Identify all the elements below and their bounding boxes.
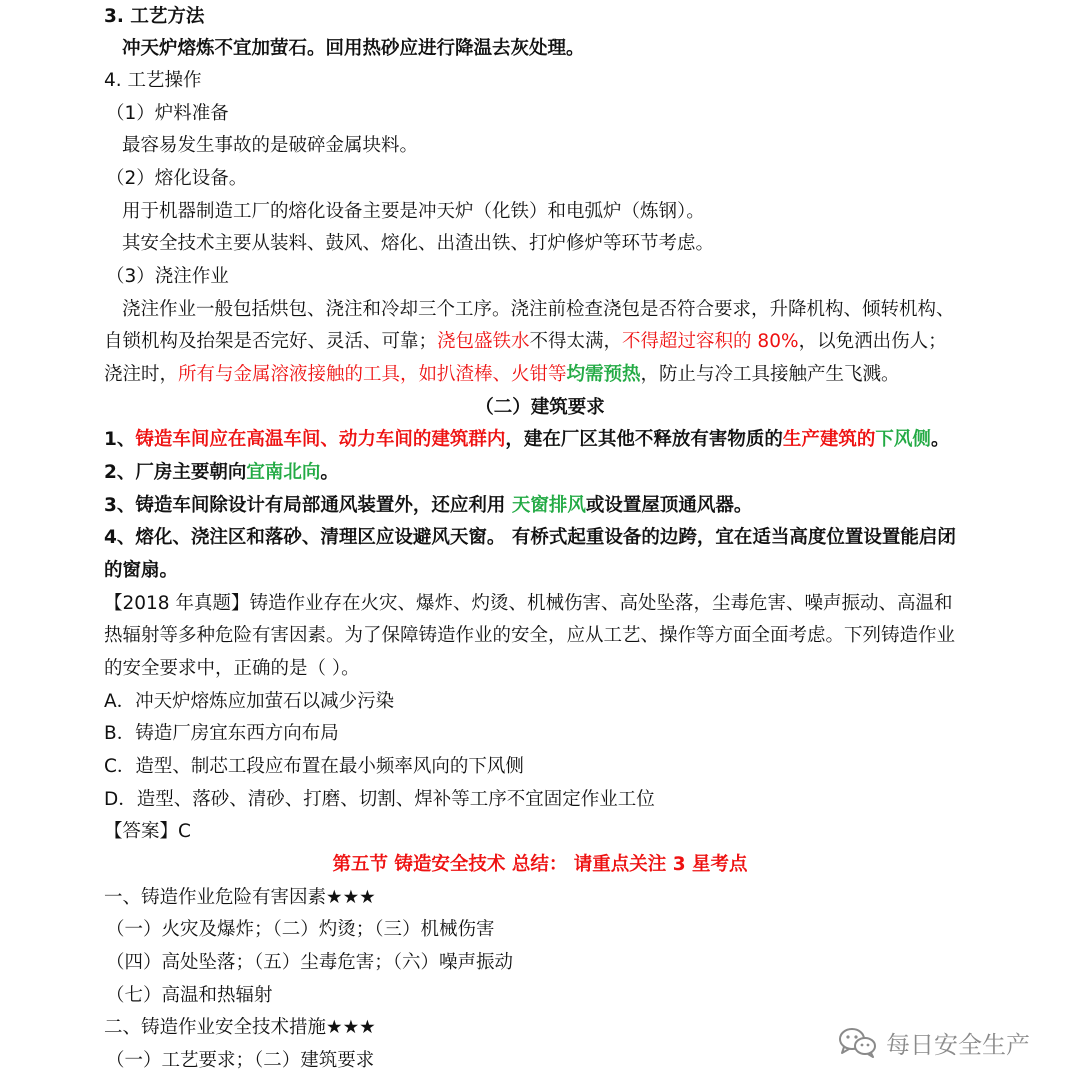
section-title-building-requirements [0,392,1080,424]
exam-question [104,588,1080,620]
text-segment: 浇注时， [104,364,179,385]
text-segment: D．造型、落砂、清砂、打磨、切割、焊补等工序不宜固定作业工位 [104,789,655,810]
summary-subitem [106,914,1080,946]
summary-subitem [106,947,1080,979]
text-segment: 生产建筑的 [782,429,876,450]
text-segment: 的安全要求中，正确的是（ ）。 [104,658,360,679]
text-segment: 4、熔化、浇注区和落砂、清理区应设避风天窗。 有桥式起重设备的边跨，宜在适当高度位置设置能启闭 [104,527,956,548]
subheading-melting-equipment [106,163,1080,195]
text-segment: （1）炉料准备 [106,103,229,124]
text-segment: 【2018 年真题】铸造作业存在火灾、爆炸、灼烫、机械伤害、高处坠落，尘毒危害、噪声振动、高温和 [104,593,953,614]
text-segment: 3、铸造车间除设计有局部通风装置外，还应利用 [104,495,512,516]
text-segment: （二）建筑要求 [475,397,605,418]
text-segment: 热辐射等多种危险有害因素。为了保障铸造作业的安全，应从工艺、操作等方面全面考虑。下列铸造作业 [104,625,956,646]
text-segment: 不得超过容积的 80% [622,331,799,352]
paragraph [122,294,1080,326]
text-segment: 所有与金属溶液接触的工具，如扒渣棒、火钳等 [178,364,567,385]
text-segment: 一、铸造作业危险有害因素★★★ [104,887,376,908]
text-segment: 【答案】C [104,821,191,842]
text-segment: A．冲天炉熔炼应加萤石以减少污染 [104,691,395,712]
text-segment: 最容易发生事故的是破碎金属块料。 [122,135,419,156]
text-segment: 宜南北向 [246,462,321,483]
paragraph [122,130,1080,162]
subheading-pouring [106,261,1080,293]
text-segment: 1、 [104,429,136,450]
text-segment: ，以免洒出伤人； [798,331,947,352]
text-segment: （四）高处坠落；（五）尘毒危害；（六）噪声振动 [106,952,514,973]
text-segment: ，建在厂区其他不释放有害物质的 [505,429,783,450]
text-segment: （2）熔化设备。 [106,168,248,189]
answer-option-d [104,784,1080,816]
text-segment: 浇注作业一般包括烘包、浇注和冷却三个工序。浇注前检查浇包是否符合要求，升降机构、倾转机构、 [122,299,955,320]
text-segment: ，防止与冷工具接触产生飞溅。 [640,364,900,385]
subheading-charge-preparation [106,98,1080,130]
paragraph [104,326,1080,358]
text-segment: 第五节 铸造安全技术 总结： 请重点关注 3 星考点 [332,854,748,875]
summary-subitem [106,980,1080,1012]
text-segment: 。 [320,462,339,483]
summary-heading [0,849,1080,881]
text-segment: 冲天炉熔炼不宜加萤石。回用热砂应进行降温去灰处理。 [122,38,585,59]
exam-question [104,620,1080,652]
building-requirement-item [104,457,1080,489]
answer-option-b [104,718,1080,750]
text-segment: （3）浇注作业 [106,266,229,287]
text-segment: 的窗扇。 [104,560,179,581]
answer-key [104,816,1080,848]
wechat-icon [838,1026,878,1058]
section-title-process-method [104,1,1080,33]
exam-question [104,653,1080,685]
text-segment: 其安全技术主要从装料、鼓风、熔化、出渣出铁、打炉修炉等环节考虑。 [122,233,715,254]
text-segment: 不得太满， [529,331,623,352]
process-method-text [122,33,1080,65]
text-segment: 均需预热 [566,364,641,385]
building-requirement-item [104,424,1080,456]
paragraph [122,228,1080,260]
answer-option-a [104,686,1080,718]
building-requirement-item [104,522,1080,554]
watermark [838,1024,1030,1060]
building-requirement-item [104,555,1080,587]
section-title-process-operation [104,65,1080,97]
text-segment: C．造型、制芯工段应布置在最小频率风向的下风侧 [104,756,524,777]
text-segment: 4. 工艺操作 [104,70,202,91]
text-segment: 。 [930,429,950,450]
text-segment: 或设置屋顶通风器。 [585,495,753,516]
text-segment: 用于机器制造工厂的熔化设备主要是冲天炉（化铁）和电弧炉（炼钢）。 [122,201,705,222]
paragraph [104,359,1080,391]
text-segment: B．铸造厂房宜东西方向布局 [104,723,339,744]
text-segment: 天窗排风 [511,495,586,516]
text-segment: （七）高温和热辐射 [106,985,273,1006]
text-segment: 下风侧 [875,429,931,450]
text-segment: 2、厂房主要朝向 [104,462,247,483]
answer-option-c [104,751,1080,783]
paragraph [122,196,1080,228]
text-segment: 3. 工艺方法 [104,6,205,27]
text-segment: 铸造车间应在高温车间、动力车间的建筑群内 [135,429,506,450]
text-segment: （一）工艺要求；（二）建筑要求 [106,1050,375,1071]
building-requirement-item [104,490,1080,522]
text-segment: 自锁机构及抬架是否完好、灵活、可靠； [104,331,438,352]
text-segment: （一）火灾及爆炸；（二）灼烫；（三）机械伤害 [106,919,495,940]
watermark-text: 每日安全生产 [886,1030,1030,1059]
summary-item [104,882,1080,914]
text-segment: 二、铸造作业安全技术措施★★★ [104,1017,376,1038]
text-segment: 浇包盛铁水 [437,331,530,352]
